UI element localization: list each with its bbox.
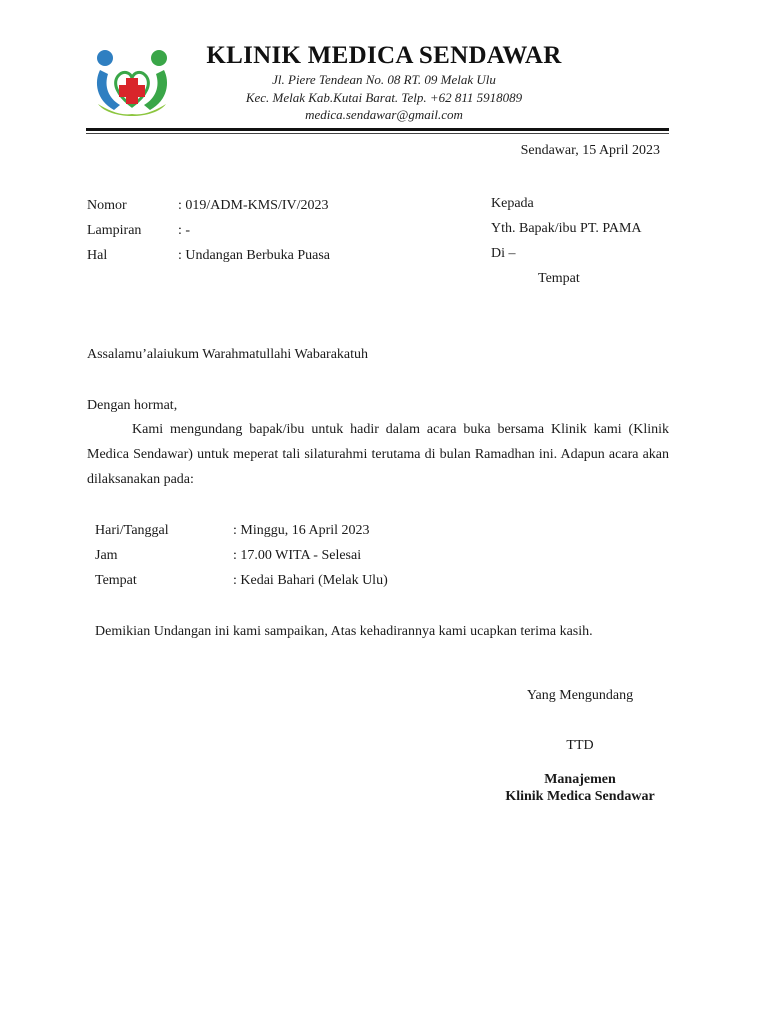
event-label-time: Jam — [95, 548, 118, 563]
meta-value-nomor: : 019/ADM-KMS/IV/2023 — [178, 198, 329, 213]
event-label-date: Hari/Tanggal — [95, 523, 169, 538]
clinic-address-line-1: Jl. Piere Tendean No. 08 RT. 09 Melak Ulu — [272, 72, 496, 87]
closing-sentence: Demikian Undangan ini kami sampaikan, Atas kehadirannya kami ucapkan terima kasih. — [95, 624, 593, 639]
event-value-time: : 17.00 WITA - Selesai — [233, 548, 362, 563]
clinic-email: medica.sendawar@gmail.com — [305, 107, 463, 122]
clinic-name: KLINIK MEDICA SENDAWAR — [206, 42, 562, 69]
signature-organization: Klinik Medica Sendawar — [505, 789, 655, 804]
recipient-tempat: Tempat — [538, 271, 580, 286]
event-label-place: Tempat — [95, 573, 137, 588]
event-value-date: : Minggu, 16 April 2023 — [233, 523, 370, 538]
signature-ttd: TTD — [566, 738, 594, 753]
clinic-logo — [92, 48, 172, 124]
letterhead-divider-thin — [86, 133, 669, 134]
clinic-address-line-2: Kec. Melak Kab.Kutai Barat. Telp. +62 811 5918089 — [245, 90, 523, 105]
salutation: Dengan hormat, — [87, 398, 178, 413]
meta-value-hal: : Undangan Berbuka Puasa — [178, 248, 331, 263]
recipient-di: Di – — [491, 246, 516, 261]
meta-label-nomor: Nomor — [87, 198, 127, 213]
event-value-place: : Kedai Bahari (Melak Ulu) — [233, 573, 388, 588]
letter-date: Sendawar, 15 April 2023 — [520, 143, 660, 158]
meta-value-lampiran: : - — [178, 223, 191, 238]
letterhead-divider-thick — [86, 128, 669, 131]
logo-person-right-head — [151, 50, 167, 66]
meta-label-hal: Hal — [87, 248, 108, 263]
logo-person-left-head — [97, 50, 113, 66]
signature-title: Manajemen — [544, 772, 616, 787]
recipient-name: Yth. Bapak/ibu PT. PAMA — [491, 221, 642, 236]
body-paragraph: Kami mengundang bapak/ibu untuk hadir dalam acara buka bersama Klinik kami (Klinik Medica Sendawar) untuk meperat tali silaturahmi terutama di bulan Ramadhan ini. Adapun acara akan dilaksanakan pada: — [87, 422, 669, 487]
opening-greeting: Assalamu’alaiukum Warahmatullahi Wabarakatuh — [87, 347, 369, 362]
meta-label-lampiran: Lampiran — [87, 223, 142, 238]
recipient-kepada: Kepada — [491, 196, 534, 211]
signature-inviter-label: Yang Mengundang — [526, 688, 634, 703]
